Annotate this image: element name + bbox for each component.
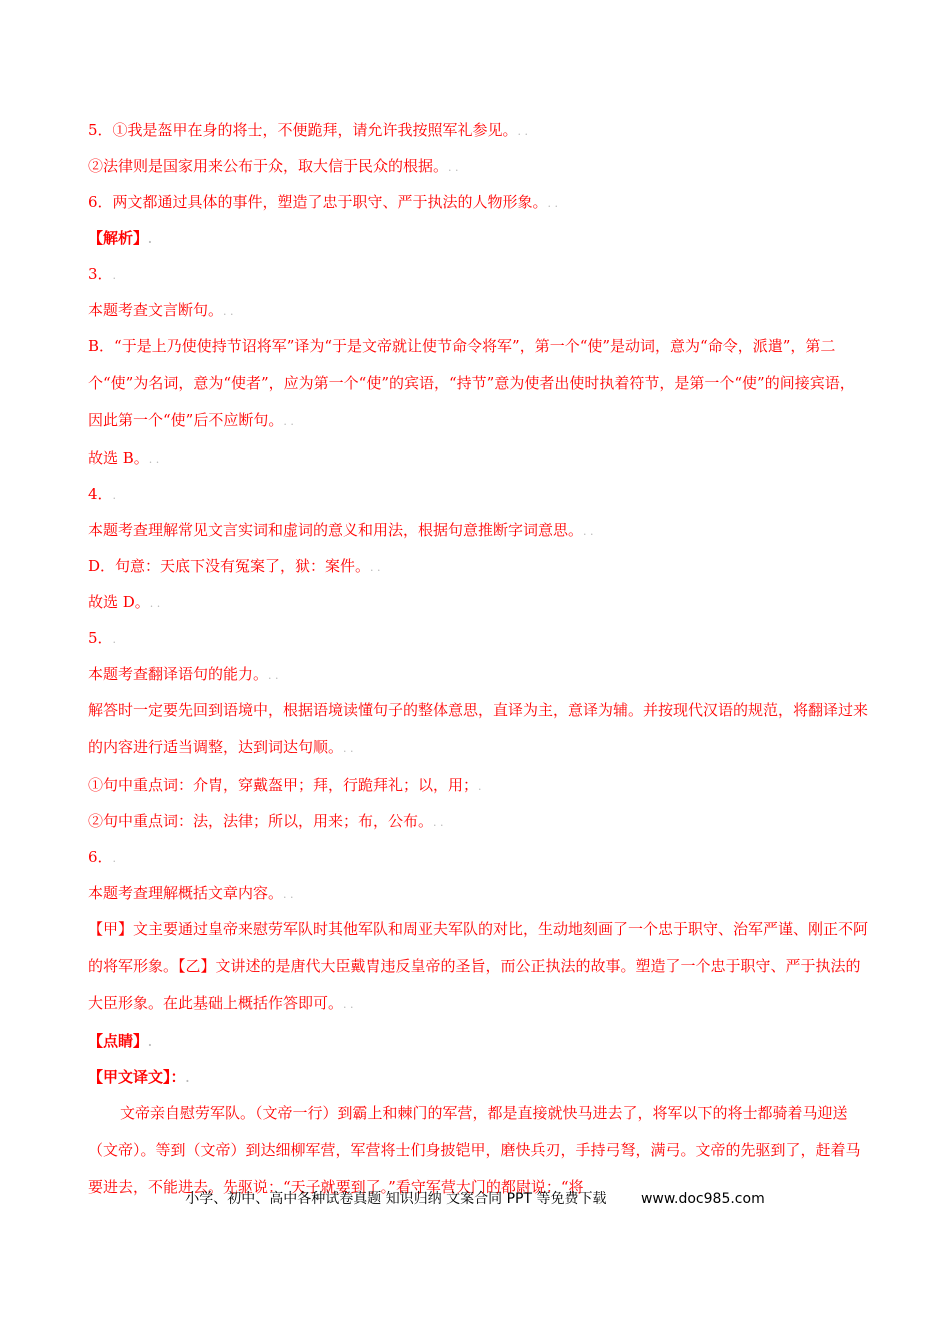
q3-explanation: B．“于是上乃使使持节诏将军”译为“于是文帝就让使节命令将军”，第一个“使”是动词，意为“命令，派遣”，第二个“使”为名词，意为“使者”，应为第一个“使”的宾语，“持节”意为使者出使时执着符节，是第一个“使”的间接宾语，因此第一个“使”后不应断句。. . (88, 337, 855, 429)
page-footer (0, 1188, 950, 1208)
q4-number: 4．. (88, 485, 117, 503)
answer-5: 5．①我是盔甲在身的将士，不便跪拜，请允许我按照军礼参见。. . (88, 121, 529, 139)
q3-number: 3．. (88, 265, 117, 283)
footer-site: www.doc985.com (640, 1191, 765, 1207)
q5-method: 解答时一定要先回到语境中，根据语境读懂句子的整体意思，直译为主，意译为辅。并按现代汉语的规范，将翻译过来的内容进行适当调整，达到词达句顺。. . (88, 701, 868, 756)
q5-topic: 本题考查翻译语句的能力。. . (88, 665, 279, 683)
document-body (88, 112, 868, 1206)
q3-choice: 故选 B。. . (88, 449, 160, 467)
q6-topic: 本题考查理解概括文章内容。. . (88, 884, 294, 902)
q4-choice: 故选 D。. . (88, 593, 161, 611)
analysis-heading: 【解析】. (88, 229, 152, 247)
footer-text: 小学、初中、高中各种试卷真题 知识归纳 文案合同 PPT 等免费下载 (185, 1191, 607, 1207)
q4-explanation: D．句意：天底下没有冤案了，狱：案件。. . (88, 557, 381, 575)
answer-6: 6．两文都通过具体的事件，塑造了忠于职守、严于执法的人物形象。. . (88, 193, 559, 211)
highlight-heading: 【点睛】. (88, 1032, 152, 1050)
answer-5-part-2: ②法律则是国家用来公布于众，取大信于民众的根据。. . (88, 157, 459, 175)
q4-topic: 本题考查理解常见文言实词和虚词的意义和用法，根据句意推断字词意思。. . (88, 521, 594, 539)
q5-keywords-2: ②句中重点词：法，法律；所以，用来；布，公布。. . (88, 812, 444, 830)
q5-number: 5．. (88, 629, 117, 647)
q6-explanation: 【甲】文主要通过皇帝来慰劳军队时其他军队和周亚夫军队的对比，生动地刻画了一个忠于职守、治军严谨、刚正不阿的将军形象。【乙】文讲述的是唐代大臣戴胄违反皇帝的圣旨，而公正执法的故事。塑造了一个忠于职守、严于执法的大臣形象。在此基础上概括作答即可。. . (88, 920, 868, 1012)
translation-text: 文帝亲自慰劳军队。（文帝一行）到霸上和棘门的军营，都是直接就快马进去了，将军以下的将士都骑着马迎送（文帝）。等到（文帝）到达细柳军营，军营将士们身披铠甲，磨快兵刃，手持弓弩，满弓。文帝的先驱到了，赶着马要进去，不能进去。先驱说：“天子就要到了。”看守军营大门的都尉说：“将 (88, 1104, 861, 1196)
q5-keywords-1: ①句中重点词：介胄，穿戴盔甲；拜，行跪拜礼；以，用；. (88, 776, 482, 794)
q6-number: 6．. (88, 848, 117, 866)
q3-topic: 本题考查文言断句。. . (88, 301, 234, 319)
translation-heading: 【甲文译文】：. (88, 1068, 190, 1086)
